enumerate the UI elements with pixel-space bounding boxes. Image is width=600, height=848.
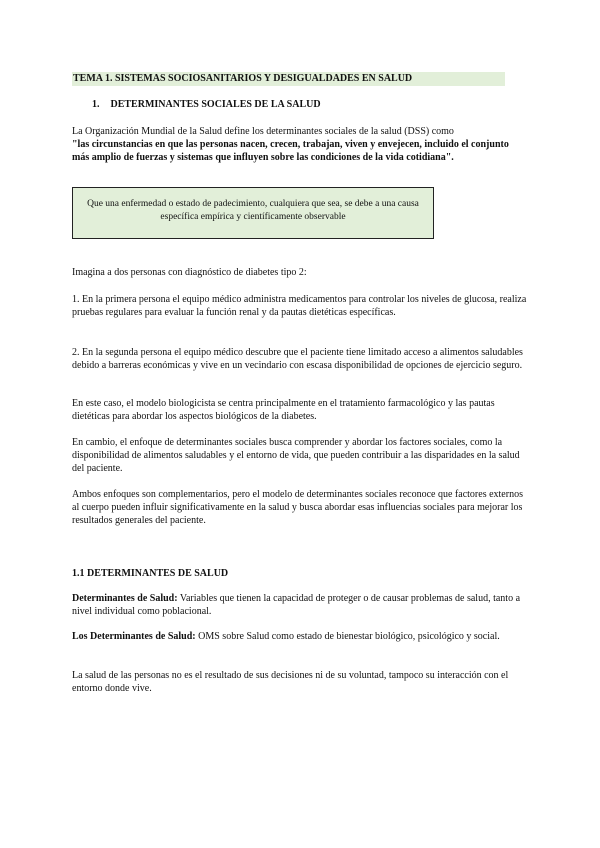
- section-title: DETERMINANTES SOCIALES DE LA SALUD: [110, 99, 321, 110]
- paragraph-imagine: Imagina a dos personas con diagnóstico de diabetes tipo 2:: [72, 267, 307, 278]
- paragraph-closing: La salud de las personas no es el resultado de sus decisiones ni de su voluntad, tampoco su interacción con el entorno donde vive.: [72, 670, 509, 694]
- definition-determinantes-label: Determinantes de Salud:: [72, 593, 178, 604]
- paragraph-social: En cambio, el enfoque de determinantes sociales busca comprender y abordar los factores sociales, como la disponibilidad de alimentos saludables y el entorno de vida, que pueden contribuir a las disparidades en la salud del paciente.: [72, 437, 520, 474]
- definition-determinantes: [72, 592, 528, 618]
- section-number: 1.: [92, 99, 100, 110]
- definition-los-determinantes-label: Los Determinantes de Salud:: [72, 631, 196, 642]
- intro-lead: La Organización Mundial de la Salud define los determinantes sociales de la salud (DSS) como: [72, 126, 454, 137]
- topic-title: TEMA 1. SISTEMAS SOCIOSANITARIOS Y DESIGUALDADES EN SALUD: [72, 72, 505, 86]
- subsection-heading: 1.1 DETERMINANTES DE SALUD: [72, 568, 229, 579]
- section-heading: [92, 98, 321, 111]
- quote-box: [72, 187, 434, 239]
- paragraph-both: Ambos enfoques son complementarios, pero el modelo de determinantes sociales reconoce que factores externos al cuerpo pueden influir significativamente en la salud y busca abordar esas influencias sociales para mejorar los resultados generales del paciente.: [72, 489, 523, 526]
- intro-paragraph: [72, 125, 528, 164]
- definition-los-determinantes: [72, 630, 528, 643]
- definition-los-determinantes-text: OMS sobre Salud como estado de bienestar biológico, psicológico y social.: [195, 631, 500, 642]
- intro-quote: "las circunstancias en que las personas nacen, crecen, trabajan, viven y envejecen, incluido el conjunto más amplio de fuerzas y sistemas que influyen sobre las condiciones de la vida cotidiana".: [72, 139, 509, 163]
- definition-determinantes-text: Variables que tienen la capacidad de proteger o de causar problemas de salud, tanto a nivel individual como poblacional.: [72, 593, 521, 617]
- paragraph-case-2: 2. En la segunda persona el equipo médico descubre que el paciente tiene limitado acceso a alimentos saludables debido a barreras económicas y vive en un vecindario con escasa disponibilidad de opciones de ejercicio seguro.: [72, 347, 523, 371]
- paragraph-case-1: 1. En la primera persona el equipo médico administra medicamentos para controlar los niveles de glucosa, realiza pruebas regulares para evaluar la función renal y da pautas dietéticas específicas.: [72, 294, 527, 318]
- quote-box-text: Que una enfermedad o estado de padecimiento, cualquiera que sea, se debe a una causa específica empírica y científicamente observable: [87, 199, 419, 222]
- paragraph-biologicist: En este caso, el modelo biologicista se centra principalmente en el tratamiento farmacológico y las pautas dietéticas para abordar los aspectos biológicos de la diabetes.: [72, 398, 495, 422]
